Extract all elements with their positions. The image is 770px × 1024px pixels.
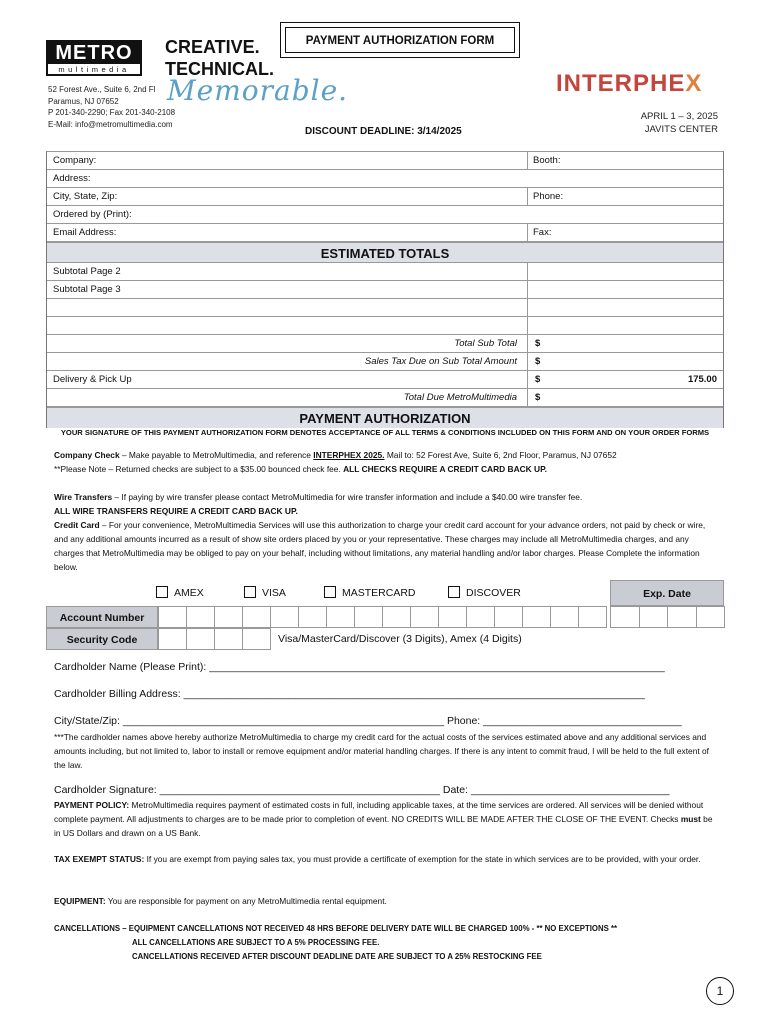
payment-policy-text: MetroMultimedia requires payment of estimated costs in full, including applicable taxes, at the time services are ordered. All services will be denied without complete payment. All adjustments to charges are to be made prior to completion of event. NO CREDITS WILL BE MADE AFTER THE CLOSE OF THE EVENT. Checks (54, 800, 704, 824)
check-label: Company Check (54, 450, 120, 460)
city-state-zip-field[interactable]: City, State, Zip: (53, 191, 118, 202)
total-due-label: Total Due MetroMultimedia (403, 392, 517, 403)
account-digit-cell[interactable] (242, 606, 271, 628)
exp-date-cell[interactable] (696, 606, 726, 628)
interphex-logo-x: X (685, 70, 703, 97)
equip-text: You are responsible for payment on any MetroMultimedia rental equipment. (105, 896, 387, 906)
account-digit-cell[interactable] (494, 606, 523, 628)
row-subtotal-3 (47, 281, 723, 299)
row-ordered-by (47, 206, 723, 224)
mastercard-label: MASTERCARD (342, 587, 416, 599)
company-address (48, 84, 175, 130)
currency-symbol: $ (535, 338, 541, 349)
billing-address-field[interactable]: Cardholder Billing Address: _______________________________________________________________________________ (54, 688, 645, 700)
address-line: Paramus, NJ 07652 (48, 96, 119, 106)
sales-tax-label: Sales Tax Due on Sub Total Amount (364, 356, 517, 367)
event-dates: APRIL 1 – 3, 2025 (640, 111, 718, 122)
security-digit-cell[interactable] (186, 628, 215, 650)
form-title: PAYMENT AUTHORIZATION FORM (285, 27, 515, 53)
account-digit-cell[interactable] (410, 606, 439, 628)
signature-date-field[interactable]: Cardholder Signature: ________________________________________________ Date: __________________________________ (54, 784, 670, 796)
ordered-by-field[interactable]: Ordered by (Print): (53, 209, 132, 220)
row-total-sub-total (47, 335, 723, 353)
row-delivery (47, 371, 723, 389)
email-field[interactable]: Email Address: (53, 227, 117, 238)
payment-policy-must: must (680, 814, 701, 824)
delivery-label: Delivery & Pick Up (53, 374, 132, 385)
acceptance-notice: YOUR SIGNATURE OF THIS PAYMENT AUTHORIZATION FORM DENOTES ACCEPTANCE OF ALL TERMS & CONDITIONS INCLUDED ON THIS FORM AND ON YOUR ORDER FORMS (60, 428, 710, 437)
interphex-logo (556, 70, 702, 98)
wire-bold: ALL WIRE TRANSFERS REQUIRE A CREDIT CARD BACK UP. (54, 506, 298, 516)
account-digit-cell[interactable] (382, 606, 411, 628)
event-info (600, 110, 718, 136)
logo-word: METRO (48, 42, 140, 64)
visa-option[interactable] (244, 586, 286, 599)
account-number-label: Account Number (46, 606, 158, 628)
cancellation-line: ALL CANCELLATIONS ARE SUBJECT TO A 5% PROCESSING FEE. (132, 938, 380, 947)
account-digit-cell[interactable] (326, 606, 355, 628)
account-digit-cell[interactable] (438, 606, 467, 628)
phone-field[interactable]: Phone: (533, 191, 564, 202)
credit-label: Credit Card (54, 520, 100, 530)
discount-deadline: DISCOUNT DEADLINE: 3/14/2025 (305, 126, 462, 137)
equipment-policy (54, 894, 718, 908)
checkbox-icon[interactable] (244, 586, 256, 598)
account-digit-cell[interactable] (158, 606, 187, 628)
discover-option[interactable] (448, 586, 521, 599)
company-field[interactable]: Company: (53, 155, 97, 166)
row-subtotal-2 (47, 263, 723, 281)
wire-text: – If paying by wire transfer please contact MetroMultimedia for wire transfer information and include a $40.00 wire transfer fee. (112, 492, 583, 502)
authorization-statement: ***The cardholder names above hereby authorize MetroMultimedia to charge my credit card for the actual costs of the services estimated above and any additional services and amounts including, but not limited to, labor to install or remove equipment and/or material handling charges. If there is any intent to commit fraud, I will be held to the full extent of the law. (54, 732, 709, 770)
currency-symbol: $ (535, 374, 541, 385)
cancellation-line: CANCELLATIONS RECEIVED AFTER DISCOUNT DEADLINE DATE ARE SUBJECT TO A 25% RESTOCKING FEE (132, 952, 542, 961)
account-digit-cell[interactable] (354, 606, 383, 628)
account-digit-cell[interactable] (270, 606, 299, 628)
fax-field[interactable]: Fax: (533, 227, 552, 238)
row-company (47, 152, 723, 170)
security-digit-cell[interactable] (214, 628, 243, 650)
security-digit-cell[interactable] (158, 628, 187, 650)
event-venue: JAVITS CENTER (644, 124, 718, 135)
tagline-technical: TECHNICAL. (165, 59, 274, 79)
checkbox-icon[interactable] (156, 586, 168, 598)
check-mail-to: Mail to: 52 Forest Ave, Suite 6, 2nd Floor, Paramus, NJ 07652 (384, 450, 617, 460)
wire-label: Wire Transfers (54, 492, 113, 502)
payment-policy-text-2: be in US Dollars and drawn on a US Bank. (54, 814, 713, 838)
check-reference: INTERPHEX 2025. (313, 450, 385, 460)
security-digit-cell[interactable] (242, 628, 271, 650)
row-sales-tax (47, 353, 723, 371)
checkbox-icon[interactable] (324, 586, 336, 598)
amex-label: AMEX (174, 587, 204, 599)
mastercard-option[interactable] (324, 586, 416, 599)
form-title-box (280, 22, 520, 58)
tagline-creative: CREATIVE. (165, 37, 260, 57)
address-line: 52 Forest Ave., Suite 6, 2nd Fl (48, 85, 156, 94)
subtotal-page-2-label: Subtotal Page 2 (53, 266, 121, 277)
currency-symbol: $ (535, 392, 541, 403)
address-line: P 201-340-2290; Fax 201-340-2108 (48, 108, 176, 117)
interphex-logo-text: INTERPHE (556, 70, 686, 97)
account-digit-cell[interactable] (522, 606, 551, 628)
page-number: 1 (706, 977, 734, 1005)
metro-logo (46, 40, 142, 76)
payment-policy (54, 798, 718, 840)
tax-label: TAX EXEMPT STATUS: (54, 854, 145, 864)
account-digit-cell[interactable] (466, 606, 495, 628)
row-total-due (47, 389, 723, 407)
row-city (47, 188, 723, 206)
check-note: **Please Note – Returned checks are subject to a $35.00 bounced check fee. (54, 464, 344, 474)
security-code-label: Security Code (46, 628, 158, 650)
discover-label: DISCOVER (466, 587, 521, 599)
tax-text: If you are exempt from paying sales tax, you must provide a certificate of exemption for the state in which services are to be provided, with your order. (144, 854, 701, 864)
wire-credit-info (54, 490, 718, 574)
customer-info-grid (46, 151, 724, 428)
account-digit-cell[interactable] (214, 606, 243, 628)
cancellation-policy (54, 922, 718, 964)
row-email (47, 224, 723, 242)
tax-exempt-status (54, 852, 718, 866)
company-check-info (54, 448, 718, 476)
logo-sub: multimedia (58, 65, 130, 74)
address-line: E-Mail: info@metromultimedia.com (48, 119, 173, 129)
exp-date-cell[interactable] (667, 606, 697, 628)
delivery-amount: 175.00 (687, 374, 717, 385)
amex-option[interactable] (156, 586, 204, 599)
security-code-note: Visa/MasterCard/Discover (3 Digits), Amex (4 Digits) (278, 633, 522, 645)
account-digit-cell[interactable] (298, 606, 327, 628)
row-address (47, 170, 723, 188)
account-digit-cell[interactable] (578, 606, 607, 628)
account-digit-cell[interactable] (186, 606, 215, 628)
credit-text: – For your convenience, MetroMultimedia Services will use this authorization to charge your credit card account for your advance orders, not paid by check or wire, and any additional amounts incurred as a result of show site orders placed by you or your representative. These charges may include all MetroMultimedia charges, and any charges that MetroMultimedia may be obliged to pay on your behalf, including without limitations, any material handling and/or labor charges. Please Complete the information below. (54, 520, 706, 572)
estimated-totals-heading: ESTIMATED TOTALS (47, 242, 723, 263)
cardholder-name-field[interactable]: Cardholder Name (Please Print): ______________________________________________________________________________ (54, 661, 665, 673)
equip-label: EQUIPMENT: (54, 896, 106, 906)
city-phone-field[interactable]: City/State/Zip: _______________________________________________________ Phone: __________________________________ (54, 715, 682, 727)
check-note-bold: ALL CHECKS REQUIRE A CREDIT CARD BACK UP. (343, 464, 547, 474)
payment-policy-label: PAYMENT POLICY: (54, 800, 130, 810)
currency-symbol: $ (535, 356, 541, 367)
subtotal-page-3-label: Subtotal Page 3 (53, 284, 121, 295)
checkbox-icon[interactable] (448, 586, 460, 598)
exp-date-header: Exp. Date (610, 580, 724, 606)
payment-authorization-heading: PAYMENT AUTHORIZATION (47, 407, 723, 428)
exp-date-cell[interactable] (610, 606, 640, 628)
tagline-memorable: Memorable. (167, 74, 349, 107)
total-sub-total-label: Total Sub Total (454, 338, 517, 349)
address-field[interactable]: Address: (53, 173, 91, 184)
booth-field[interactable]: Booth: (533, 155, 561, 166)
cancellation-line: CANCELLATIONS – EQUIPMENT CANCELLATIONS NOT RECEIVED 48 HRS BEFORE DELIVERY DATE WILL BE CHARGED 100% - ** NO EXCEPTIONS ** (54, 924, 618, 933)
exp-date-cell[interactable] (639, 606, 669, 628)
account-digit-cell[interactable] (550, 606, 579, 628)
visa-label: VISA (262, 587, 286, 599)
check-text: – Make payable to MetroMultimedia, and reference (119, 450, 314, 460)
row-blank-1 (47, 299, 723, 317)
row-blank-2 (47, 317, 723, 335)
